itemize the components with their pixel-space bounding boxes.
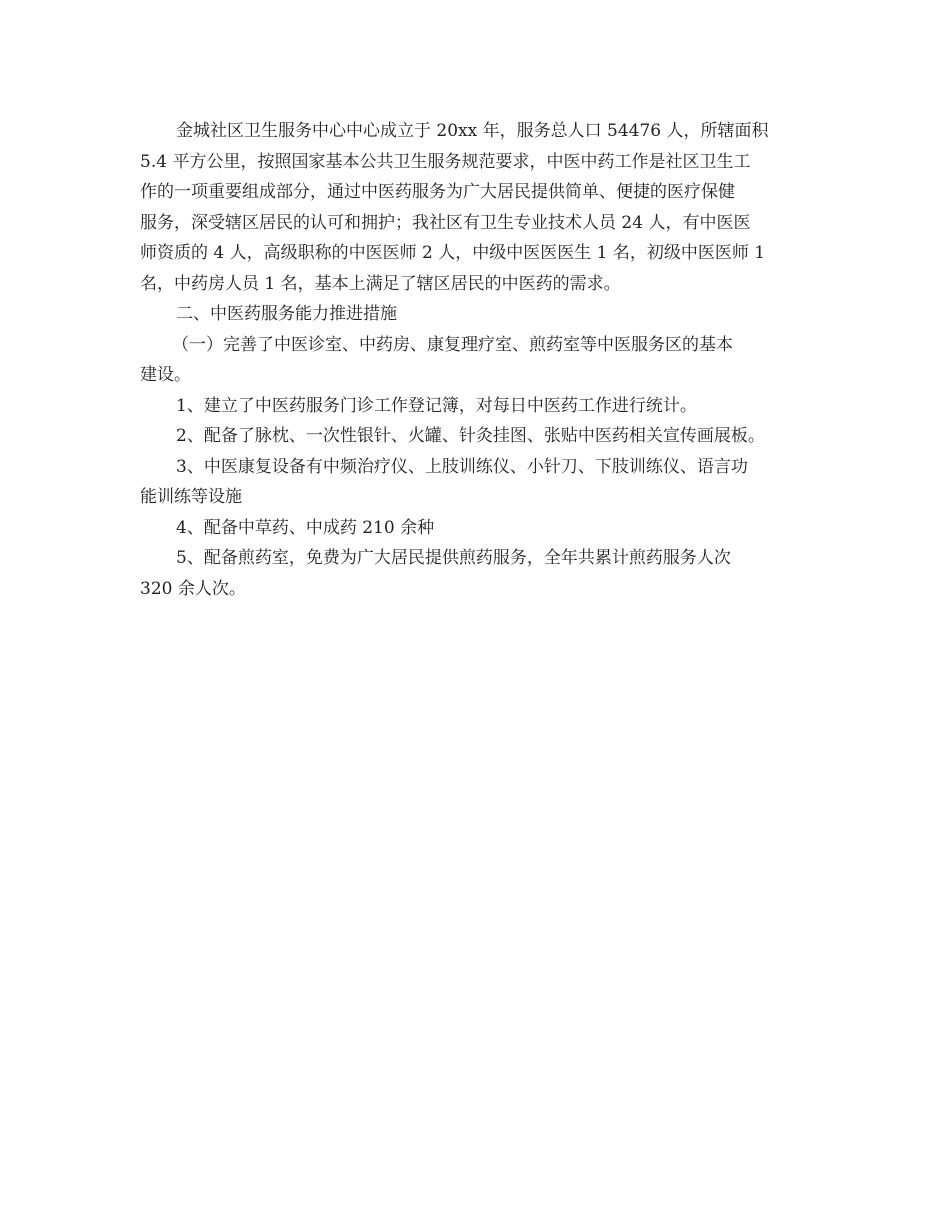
list-item-3-line-2: 能训练等设施 xyxy=(140,487,242,507)
list-item-5-line-2: 320 余人次。 xyxy=(140,578,246,599)
list-item-4: 4、配备中草药、中成药 210 余种 xyxy=(176,517,435,538)
list-item-3-line-1: 3、中医康复设备有中频治疗仪、上肢训练仪、小针刀、下肢训练仪、语言功 xyxy=(176,456,748,477)
paragraph-intro-line-2: 5.4 平方公里，按照国家基本公共卫生服务规范要求，中医中药工作是社区卫生工 xyxy=(140,151,751,172)
subsection-heading-line-1: （一）完善了中医诊室、中药房、康复理疗室、煎药室等中医服务区的基本 xyxy=(172,334,733,355)
document-body xyxy=(140,116,810,604)
paragraph-intro-line-5: 师资质的 4 人，高级职称的中医医师 2 人，中级中医医医生 1 名，初级中医医师 1 xyxy=(140,243,766,263)
section-heading: 二、中医药服务能力推进措施 xyxy=(176,304,397,324)
list-item-5-line-1: 5、配备煎药室，免费为广大居民提供煎药服务，全年共累计煎药服务人次 xyxy=(176,548,731,568)
paragraph-intro-line-1: 金城社区卫生服务中心中心成立于 20xx 年，服务总人口 54476 人，所辖面积 xyxy=(176,121,769,141)
subsection-heading-line-2: 建设。 xyxy=(140,365,191,385)
paragraph-intro-line-3: 作的一项重要组成部分，通过中医药服务为广大居民提供简单、便捷的医疗保健 xyxy=(140,182,735,202)
paragraph-intro-line-6: 名，中药房人员 1 名，基本上满足了辖区居民的中医药的需求。 xyxy=(140,273,621,294)
list-item-1: 1、建立了中医药服务门诊工作登记簿，对每日中医药工作进行统计。 xyxy=(176,395,697,416)
paragraph-intro-line-4: 服务，深受辖区居民的认可和拥护；我社区有卫生专业技术人员 24 人，有中医医 xyxy=(140,212,751,233)
list-item-2: 2、配备了脉枕、一次性银针、火罐、针灸挂图、张贴中医药相关宣传画展板。 xyxy=(176,426,765,446)
